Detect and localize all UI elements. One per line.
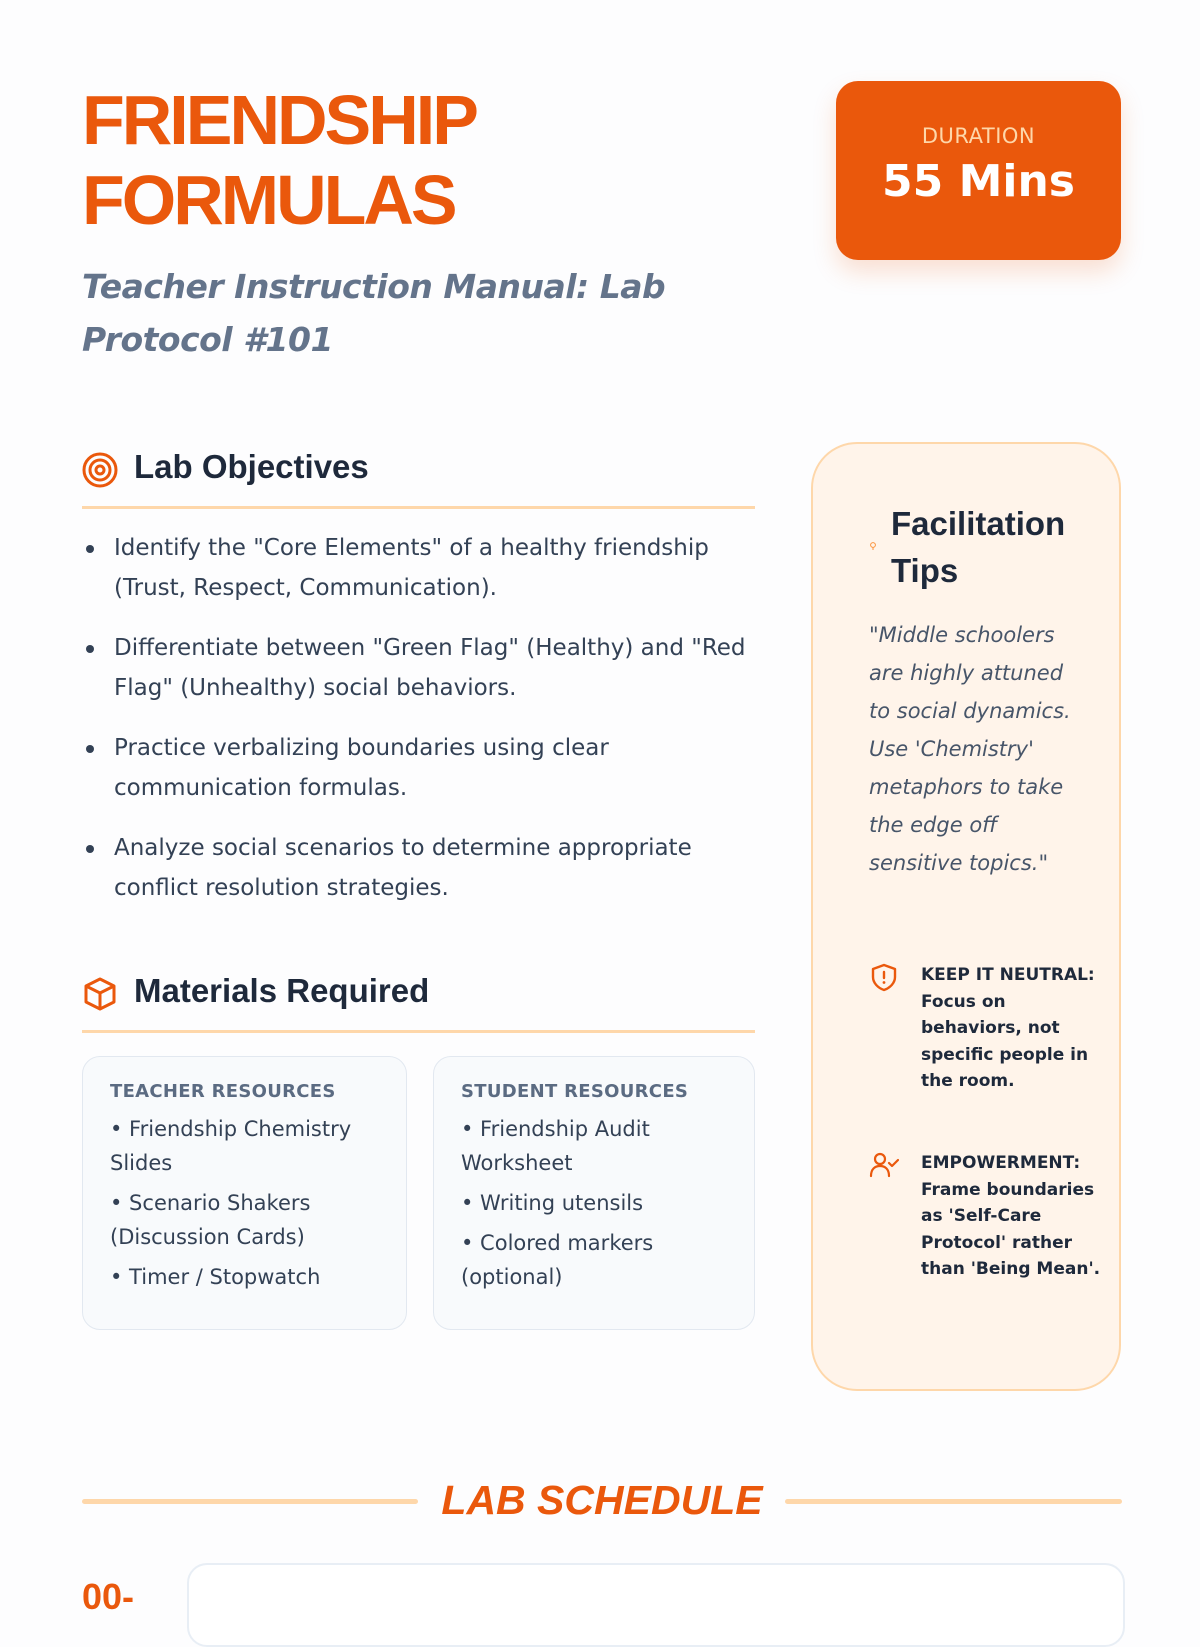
teacher-resources-heading: TEACHER RESOURCES bbox=[110, 1081, 336, 1102]
list-item: Practice verbalizing boundaries using clear communication formulas. bbox=[82, 728, 762, 808]
schedule-divider bbox=[82, 1477, 1122, 1527]
list-item: Differentiate between "Green Flag" (Healthy) and "Red Flag" (Unhealthy) social behaviors. bbox=[82, 628, 762, 708]
duration-value: 55 Mins bbox=[882, 156, 1075, 207]
schedule-card bbox=[187, 1563, 1125, 1647]
duration-label: DURATION bbox=[921, 124, 1036, 148]
box-icon bbox=[82, 976, 118, 1012]
title-line-1: FRIENDSHIP bbox=[82, 81, 476, 159]
list-item: • Colored markers (optional) bbox=[461, 1231, 654, 1289]
list-item: • Scenario Shakers (Discussion Cards) bbox=[110, 1191, 311, 1249]
facilitation-tips-panel bbox=[811, 442, 1121, 1391]
list-item: • Friendship Chemistry Slides bbox=[110, 1117, 352, 1175]
objectives-header bbox=[82, 440, 755, 509]
student-resources-card bbox=[433, 1056, 755, 1330]
objectives-heading: Lab Objectives bbox=[134, 448, 369, 485]
schedule-time: 00- bbox=[82, 1576, 135, 1617]
objectives-list bbox=[82, 528, 762, 928]
teacher-resources-card bbox=[82, 1056, 407, 1330]
materials-heading: Materials Required bbox=[134, 972, 430, 1009]
list-item: • Timer / Stopwatch bbox=[110, 1265, 321, 1289]
schedule-heading: LAB SCHEDULE bbox=[441, 1477, 763, 1523]
materials-header bbox=[82, 964, 755, 1033]
title-line-2: FORMULAS bbox=[82, 161, 455, 239]
page-subtitle: Teacher Instruction Manual: Lab Protocol #101 bbox=[82, 267, 666, 359]
user-check-icon bbox=[869, 1150, 899, 1180]
student-resources-heading: STUDENT RESOURCES bbox=[461, 1081, 689, 1102]
lightbulb-icon bbox=[870, 542, 876, 550]
tips-heading: Facilitation Tips bbox=[891, 505, 1066, 589]
list-item: Identify the "Core Elements" of a healthy friendship (Trust, Respect, Communication). bbox=[82, 528, 762, 608]
duration-badge bbox=[836, 81, 1121, 260]
header bbox=[82, 80, 802, 366]
shield-alert-icon bbox=[869, 962, 899, 992]
target-icon bbox=[82, 452, 118, 488]
tips-quote: "Middle schoolers are highly attuned to social dynamics. Use 'Chemistry' metaphors to take the edge off sensitive topics." bbox=[869, 623, 1071, 875]
list-item: Analyze social scenarios to determine appropriate conflict resolution strategies. bbox=[82, 828, 762, 908]
page-title bbox=[82, 80, 802, 240]
list-item: • Friendship Audit Worksheet bbox=[461, 1117, 650, 1175]
list-item: • Writing utensils bbox=[461, 1191, 644, 1215]
tip-text: EMPOWERMENT: Frame boundaries as 'Self-Care Protocol' rather than 'Being Mean'. bbox=[921, 1153, 1101, 1279]
tip-text: KEEP IT NEUTRAL: Focus on behaviors, not specific people in the room. bbox=[921, 965, 1095, 1091]
